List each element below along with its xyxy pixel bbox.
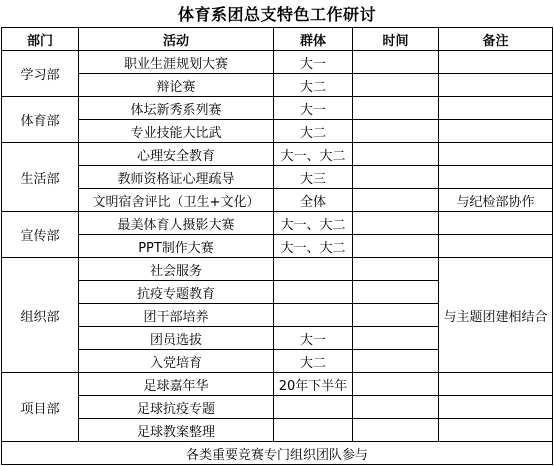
header-row [2, 28, 553, 51]
remark-cell [439, 373, 553, 396]
group-cell: 大一 [274, 97, 353, 120]
time-cell [353, 396, 439, 419]
header-time: 时间 [353, 28, 439, 51]
time-cell [353, 327, 439, 350]
activity-table [1, 27, 553, 465]
table-row [2, 396, 553, 419]
table-row [2, 373, 553, 396]
activity-cell: 辩论赛 [79, 74, 274, 97]
group-cell [274, 419, 353, 442]
time-cell [353, 74, 439, 97]
dept-cell-project: 项目部 [2, 373, 79, 442]
time-cell [353, 281, 439, 304]
table-title: 体育系团总支特色工作研讨 [177, 5, 376, 24]
dept-cell-life: 生活部 [2, 143, 79, 212]
time-cell [353, 212, 439, 235]
group-cell: 大二 [274, 74, 353, 97]
remark-cell [439, 212, 553, 235]
activity-cell: 最美体育人摄影大赛 [79, 212, 274, 235]
group-cell [274, 258, 353, 281]
activity-cell: 团干部培养 [79, 304, 274, 327]
merged-remark-cell: 与主题团建相结合 [439, 258, 553, 373]
group-cell: 大三 [274, 166, 353, 189]
activity-cell: 职业生涯规划大赛 [79, 51, 274, 74]
activity-cell: 体坛新秀系列赛 [79, 97, 274, 120]
remark-cell: 与纪检部协作 [439, 189, 553, 212]
group-cell: 大一 [274, 327, 353, 350]
group-cell: 全体 [274, 189, 353, 212]
activity-cell: 团员选拔 [79, 327, 274, 350]
dept-cell-publicity: 宣传部 [2, 212, 79, 258]
activity-cell: 足球抗疫专题 [79, 396, 274, 419]
remark-cell [439, 396, 553, 419]
group-cell: 大一、大二 [274, 235, 353, 258]
time-cell [353, 419, 439, 442]
time-cell [353, 97, 439, 120]
table-row [2, 212, 553, 235]
table-row [2, 419, 553, 442]
activity-cell: 足球教案整理 [79, 419, 274, 442]
time-cell [353, 373, 439, 396]
remark-cell [439, 235, 553, 258]
group-cell: 大二 [274, 120, 353, 143]
dept-cell-organization: 组织部 [2, 258, 79, 373]
time-cell [353, 350, 439, 373]
group-cell [274, 304, 353, 327]
table-row [2, 120, 553, 143]
group-cell: 大一 [274, 51, 353, 74]
activity-cell: 足球嘉年华 [79, 373, 274, 396]
header-remark: 备注 [439, 28, 553, 51]
table-row [2, 258, 553, 281]
group-cell [274, 281, 353, 304]
remark-cell [439, 74, 553, 97]
activity-cell: 抗疫专题教育 [79, 281, 274, 304]
dept-cell-study: 学习部 [2, 51, 79, 97]
activity-cell: PPT制作大赛 [79, 235, 274, 258]
time-cell [353, 304, 439, 327]
table-row [2, 51, 553, 74]
activity-cell: 社会服务 [79, 258, 274, 281]
header-activity: 活动 [79, 28, 274, 51]
activity-cell: 入党培育 [79, 350, 274, 373]
footer-row [2, 442, 553, 465]
table-row [2, 235, 553, 258]
table-row [2, 143, 553, 166]
time-cell [353, 143, 439, 166]
group-cell: 大一、大二 [274, 143, 353, 166]
table-row [2, 166, 553, 189]
activity-cell: 教师资格证心理疏导 [79, 166, 274, 189]
group-cell: 20年下半年 [274, 373, 353, 396]
remark-cell [439, 120, 553, 143]
group-cell: 大二 [274, 350, 353, 373]
remark-cell [439, 166, 553, 189]
table-row [2, 74, 553, 97]
table-row [2, 97, 553, 120]
time-cell [353, 235, 439, 258]
activity-cell: 文明宿舍评比（卫生+文化） [79, 189, 274, 212]
time-cell [353, 120, 439, 143]
group-cell [274, 396, 353, 419]
footer-note: 各类重要竞赛专门组织团队参与 [2, 442, 553, 465]
time-cell [353, 166, 439, 189]
remark-cell [439, 51, 553, 74]
table-row [2, 189, 553, 212]
activity-cell: 专业技能大比武 [79, 120, 274, 143]
remark-cell [439, 143, 553, 166]
header-group: 群体 [274, 28, 353, 51]
dept-cell-sports: 体育部 [2, 97, 79, 143]
remark-cell [439, 419, 553, 442]
time-cell [353, 258, 439, 281]
remark-cell [439, 97, 553, 120]
group-cell: 大一、大二 [274, 212, 353, 235]
time-cell [353, 189, 439, 212]
time-cell [353, 51, 439, 74]
header-dept: 部门 [2, 28, 79, 51]
activity-cell: 心理安全教育 [79, 143, 274, 166]
